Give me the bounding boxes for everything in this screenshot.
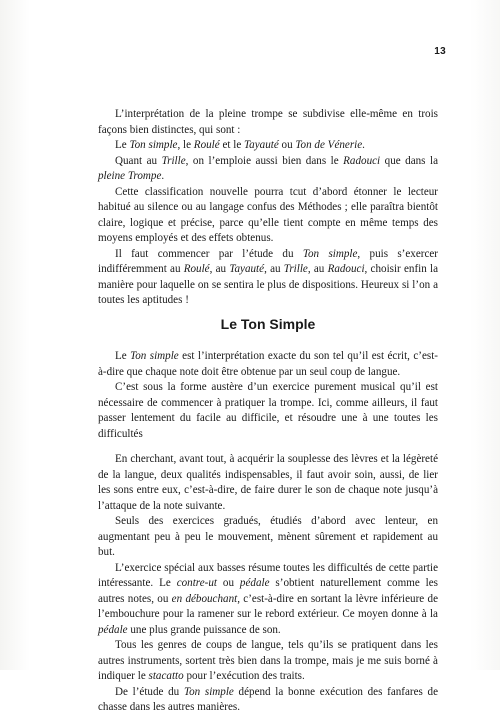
text-run: .: [362, 139, 365, 151]
italic-term: Radouci: [327, 263, 365, 275]
italic-term: contre-ut: [176, 577, 217, 589]
paragraph: [98, 107, 438, 138]
section-heading: Le Ton Simple: [220, 316, 316, 332]
text-run: ou: [216, 577, 240, 589]
italic-term: pédale: [239, 577, 270, 589]
italic-term: Trille: [283, 263, 308, 275]
italic-term: Ton simple: [130, 350, 179, 362]
text-run: , puis s’exercer indifféremment au: [98, 247, 438, 275]
text-run: dépend la bonne exécution des fanfares de chasse dans les autres manières.: [98, 685, 439, 713]
paragraph: [98, 380, 438, 442]
italic-term: Roulé: [183, 263, 210, 275]
paragraph: [98, 685, 438, 716]
italic-term: pédale: [98, 623, 128, 636]
italic-term: Trille: [161, 154, 186, 167]
text-run: L’exercice spécial aux basses résume toutes les difficultés de cette partie intéressante. Le: [98, 561, 438, 589]
text-run: Il faut commencer par l’étude du: [115, 247, 303, 260]
text-run: une plus grande puissance de son.: [127, 623, 281, 636]
text-run: ou: [278, 139, 296, 151]
main-section: [98, 349, 438, 716]
text-run: De l’étude du: [115, 685, 184, 698]
paragraph: [98, 561, 438, 639]
text-run: est l’interprétation exacte du son tel qu’il est écrit, c’est-à-dire que chaque note doit être obtenue par un seul coup de langue.: [98, 350, 438, 378]
text-run: pour l’exécution des traits.: [183, 670, 305, 682]
text-run: s’obtient naturellement comme les autres notes, ou: [98, 577, 438, 605]
paragraph: [98, 452, 438, 514]
italic-term: Tayauté: [229, 263, 265, 275]
italic-term: stacatto: [148, 670, 184, 682]
text-run: En cherchant, avant tout, à acquérir la souplesse des lèvres et la légèreté de la langue, deux qualités indispensables, il faut avoir soin, aussi, de lier les sons entre eux, c’est-à-dire, de faire durer le son de chaque note jusqu’à l’attaque de la note suivante.: [98, 453, 438, 512]
text-run: , au: [264, 263, 284, 275]
text-run: .: [161, 170, 165, 182]
text-run: Quant au: [115, 154, 162, 167]
text-run: Cette classification nouvelle pourra tcut d’abord étonner le lecteur habitué au silence ou au langage confus des Méthodes ; elle paraîtra bientôt claire, logique et précise, parce qu’elle tient compte en même temps des moyens employés et des effets obtenus.: [98, 185, 438, 244]
paragraph: [98, 638, 438, 685]
text-run: et le: [219, 139, 245, 151]
text-run: , le: [177, 139, 194, 151]
paragraph: [98, 154, 438, 185]
text-run: Le: [115, 139, 130, 151]
italic-term: pleine Trompe: [98, 170, 162, 182]
text-run: , choisir enfin la manière pour laquelle on se sentira le plus de dispositions. Heureux si l’on a toutes les aptitudes !: [98, 263, 439, 306]
text-run: Tous les genres de coups de langue, tels qu’ils se pratiquent dans les autres instruments, sortent très bien dans la trompe, mais je me suis borné à indiquer le: [98, 639, 438, 682]
italic-term: Radouci: [343, 154, 381, 167]
paragraph: [98, 247, 438, 309]
paragraph: [98, 185, 438, 247]
text-run: , au: [307, 263, 328, 275]
italic-term: Ton de Vénerie: [295, 139, 363, 151]
italic-term: Ton simple: [129, 139, 178, 151]
paragraph: [98, 138, 438, 154]
intro-section: [98, 107, 438, 309]
text-run: L’interprétation de la pleine trompe se subdivise elle-même en trois façons bien distinctes, qui sont :: [98, 108, 438, 136]
page-number: 13: [434, 46, 446, 57]
text-run: , au: [209, 263, 230, 275]
text-run: C’est sous la forme austère d’un exercice purement musical qu’il est nécessaire de commencer à pratiquer la trompe. Ici, comme ailleurs, il faut passer lentement du facile au difficile, et résoudre une à une toutes les difficultés: [98, 381, 438, 440]
text-run: que dans la: [380, 154, 438, 167]
text-run: , c’est-à-dire en sortant la lèvre inférieure de l’embouchure pour la ramener sur le rebord extérieur. Ce moyen donne à la: [98, 592, 438, 620]
paragraph: [98, 514, 438, 561]
italic-term: en débouchant: [171, 592, 238, 605]
text-run: , on l’emploie aussi bien dans le: [185, 154, 344, 167]
italic-term: Roulé: [193, 139, 220, 151]
paragraph: [98, 349, 438, 380]
italic-term: Tayauté: [244, 139, 279, 151]
italic-term: Ton simple: [183, 685, 234, 698]
text-run: Le: [115, 350, 131, 362]
text-run: Seuls des exercices gradués, étudiés d’abord avec lenteur, en augmentant peu à peu le mouvement, mènent sûrement et rapidement au but.: [98, 515, 438, 558]
italic-term: Ton simple: [302, 247, 358, 260]
